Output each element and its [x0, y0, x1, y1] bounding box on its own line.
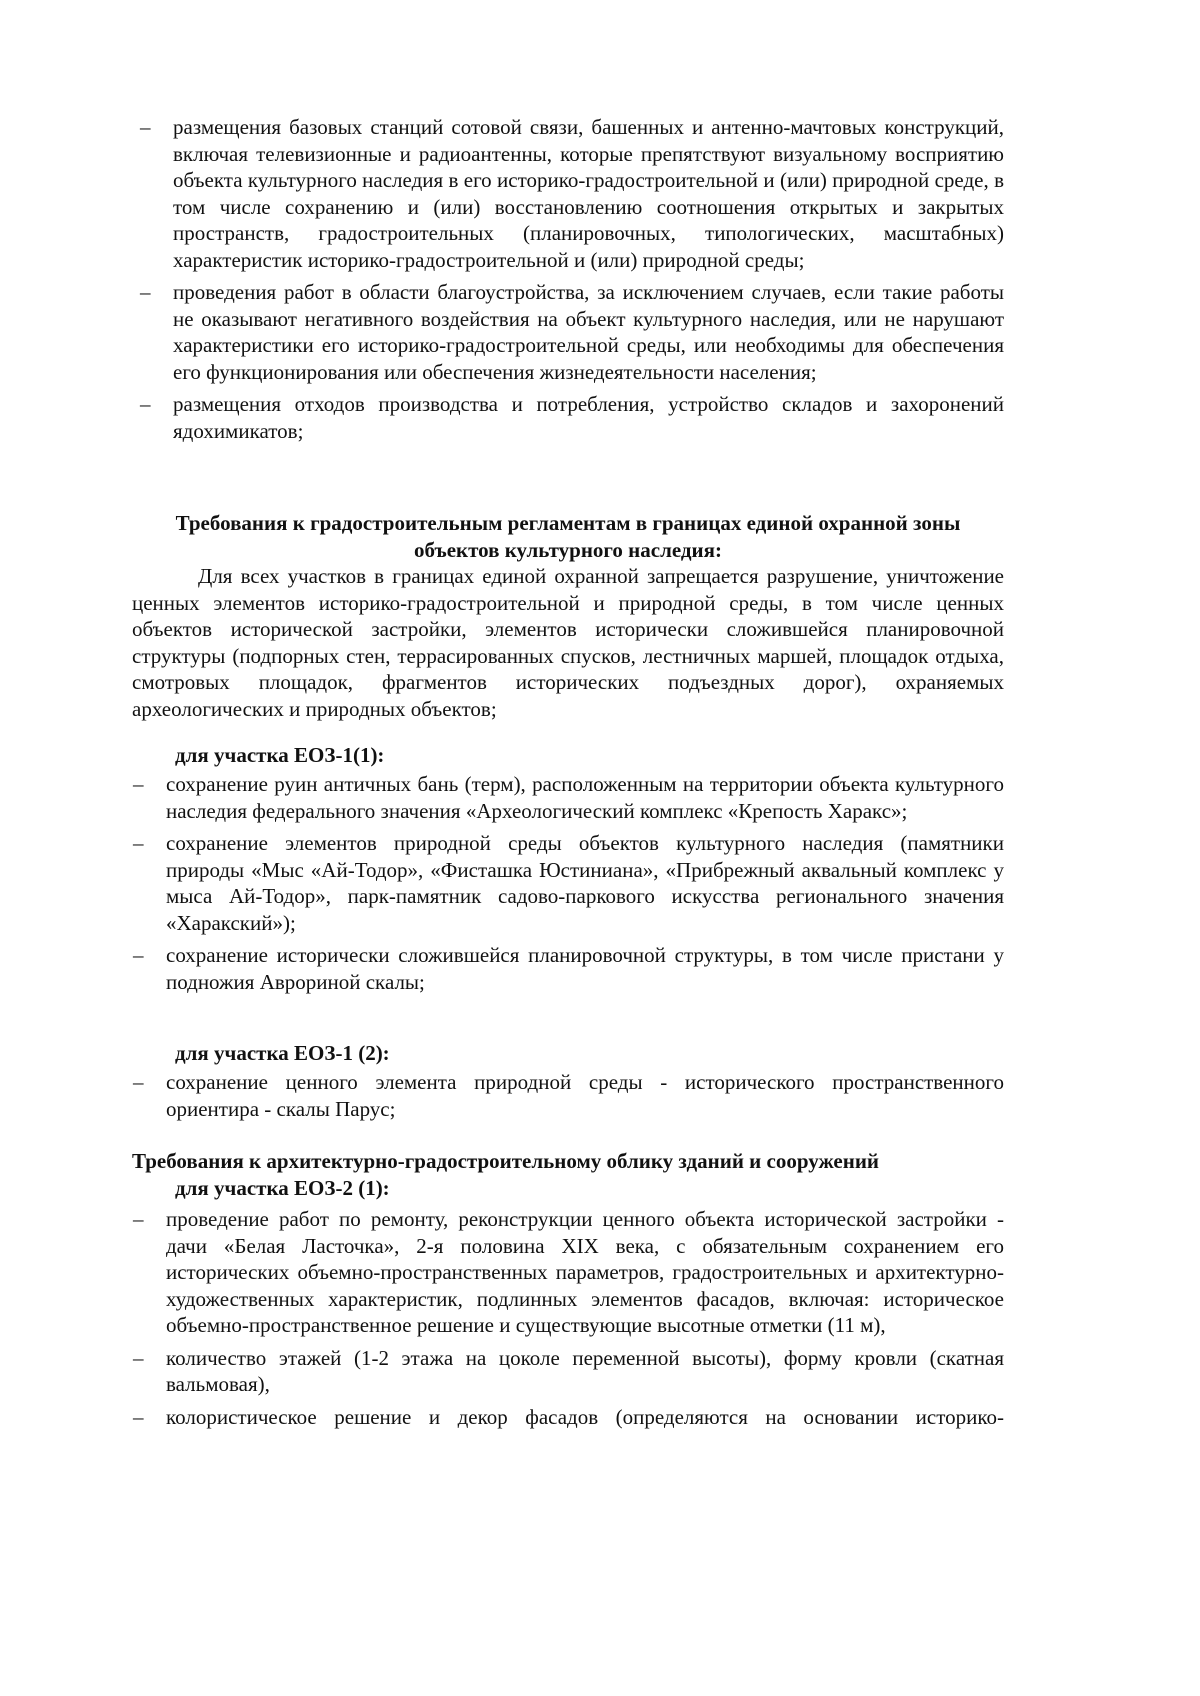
bullet-dash: –	[133, 1404, 144, 1429]
list-item	[140, 114, 1004, 273]
list-item	[140, 391, 1004, 444]
list-item-text: проведения работ в области благоустройства, за исключением случаев, если такие работы не оказывают негативного воздействия на объект культурного наследия, или не нарушают характеристики его историко-градостроительной среды, или необходимы для обеспечения его функционирования или обеспечения жизнедеятельности населения;	[173, 280, 1004, 384]
list-item-text: проведение работ по ремонту, реконструкции ценного объекта исторической застройки - дачи «Белая Ласточка», 2-я половина XIX века, с обязательным сохранением его исторических объемно-пространственных параметров, градостроительных и архитектурно-художественных характеристик, подлинных элементов фасадов, включая: историческое объемно-пространственное решение и существующие высотные отметки (11 м),	[166, 1207, 1004, 1337]
intro-paragraph: Для всех участков в границах единой охранной запрещается разрушение, уничтожение ценных элементов историко-градостроительной и природной среды, в том числе ценных объектов исторической застройки, элементов исторически сложившейся планировочной структуры (подпорных стен, террасированных спусков, лестничных маршей, площадок отдыха, смотровых площадок, фрагментов исторических подъездных дорог), охраняемых археологических и природных объектов;	[132, 564, 1004, 721]
bullet-dash: –	[133, 831, 144, 855]
section-heading-line: Требования к архитектурно-градостроительному облику зданий и сооружений	[132, 1149, 880, 1173]
section-heading-line: объектов культурного наследия:	[413, 537, 723, 562]
bullet-dash: –	[140, 280, 151, 304]
list-item	[133, 1069, 1004, 1122]
restrictions-list	[140, 114, 1004, 450]
area-title: для участка ЕОЗ-1(1):	[175, 743, 385, 767]
bullet-dash: –	[133, 1207, 144, 1231]
list-item	[133, 1345, 1004, 1398]
list-item-text: количество этажей (1-2 этажа на цоколе переменной высоты), форму кровли (скатная вальмовая),	[166, 1345, 1004, 1396]
list-item-text: колористическое решение и декор фасадов (определяются на основании историко-	[166, 1404, 1004, 1429]
list-item	[133, 1206, 1004, 1339]
list-item-text: сохранение руин античных бань (терм), расположенным на территории объекта культурного наследия федерального значения «Археологический комплекс «Крепость Харакс»;	[166, 772, 1004, 823]
list-item-text: сохранение исторически сложившейся планировочной структуры, в том числе пристани у подножия Аврориной скалы;	[166, 943, 1004, 994]
bullet-dash: –	[133, 1070, 144, 1094]
list-item	[133, 771, 1004, 824]
list-item	[133, 830, 1004, 936]
bullet-dash: –	[133, 943, 144, 967]
list-item-text: размещения отходов производства и потребления, устройство складов и захоронений ядохимикатов;	[173, 392, 1004, 443]
list-item-text: сохранение ценного элемента природной среды - исторического пространственного ориентира - скалы Парус;	[166, 1070, 1004, 1121]
section-heading	[132, 1148, 1004, 1201]
area-title: для участка ЕОЗ-1 (2):	[175, 1041, 390, 1065]
bullet-dash: –	[133, 1345, 144, 1370]
list-item-text: размещения базовых станций сотовой связи, башенных и антенно-мачтовых конструкций, включая телевизионные и радиоантенны, которые препятствуют визуальному восприятию объекта культурного наследия в его историко-градостроительной и (или) природной среде, в том числе сохранению и (или) восстановлению соотношения открытых и закрытых пространств, градостроительных (планировочных, типологических, масштабных) характеристик историко-градостроительной и (или) природной среды;	[173, 115, 1004, 272]
bullet-dash: –	[140, 115, 151, 139]
area-list	[133, 1206, 1004, 1436]
section-heading-line: Требования к градостроительным регламентам в границах единой охранной зоны	[175, 511, 961, 535]
section-heading	[132, 510, 1004, 563]
section-heading-line: для участка ЕОЗ-2 (1):	[175, 1175, 390, 1200]
list-item	[133, 1404, 1004, 1431]
bullet-dash: –	[140, 392, 151, 416]
list-item	[140, 279, 1004, 385]
list-item-text: сохранение элементов природной среды объектов культурного наследия (памятники природы «Мыс «Ай-Тодор», «Фисташка Юстиниана», «Прибрежный аквальный комплекс у мыса Ай-Тодор», парк-памятник садово-паркового искусства регионального значения «Харакский»);	[166, 831, 1004, 935]
list-item	[133, 942, 1004, 995]
area-list	[133, 1069, 1004, 1128]
area-list	[133, 771, 1004, 1001]
bullet-dash: –	[133, 772, 144, 796]
